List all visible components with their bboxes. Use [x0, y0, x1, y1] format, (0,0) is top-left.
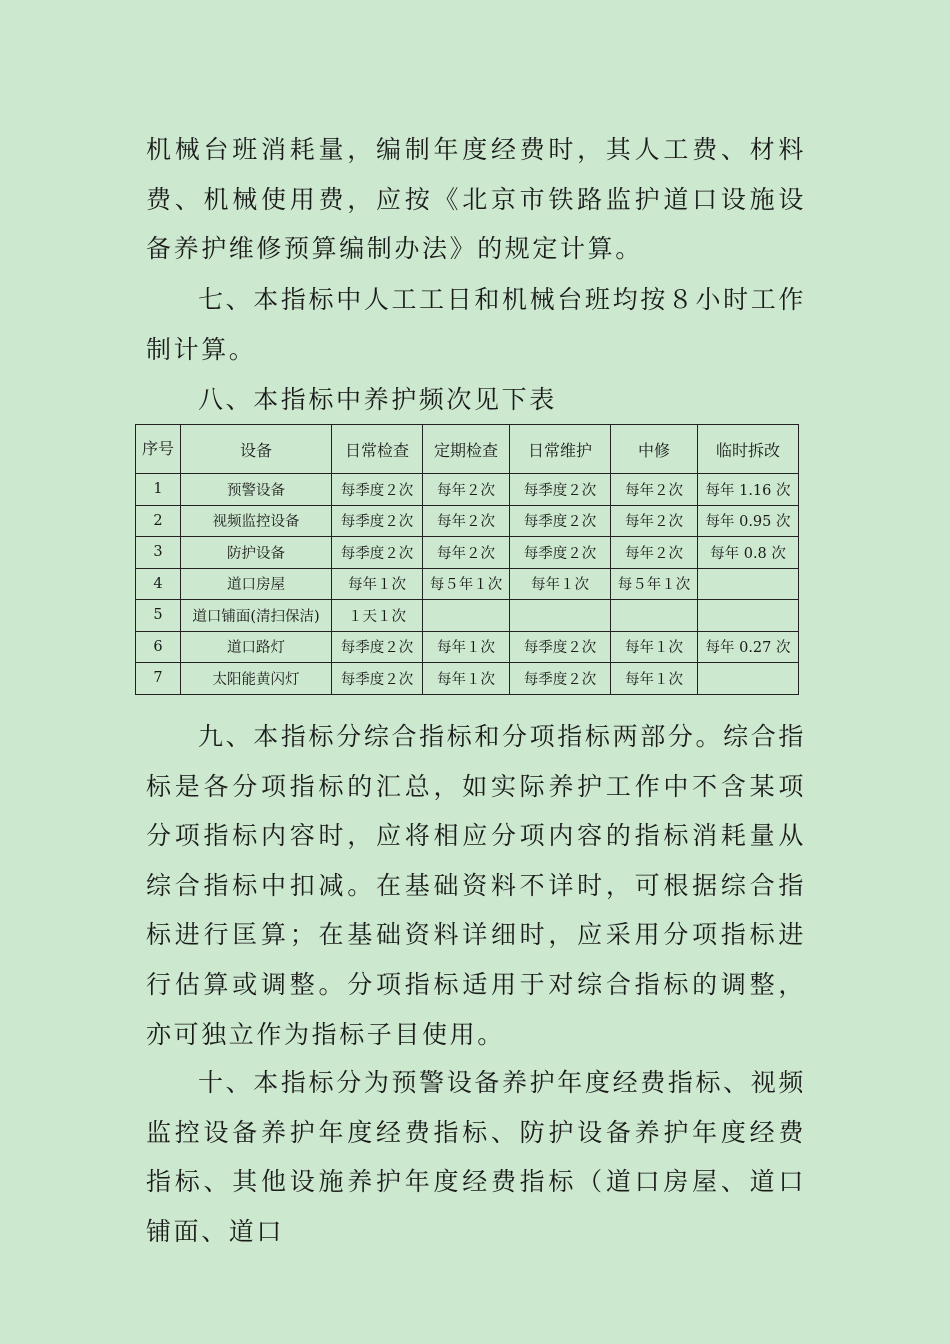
table-cell: 每年１次 [510, 568, 611, 600]
table-cell: 道口铺面(清扫保洁) [181, 600, 332, 632]
table-row [136, 631, 799, 663]
table-cell: 每季度２次 [510, 474, 611, 506]
table-cell: 1 [136, 474, 181, 506]
paragraph-budget-calculation: 机械台班消耗量，编制年度经费时，其人工费、材料费、机械使用费，应按《北京市铁路监护道口设施设备养护维修预算编制办法》的规定计算。 [146, 135, 806, 264]
header-cell: 临时拆改 [698, 425, 799, 474]
header-cell: 日常检查 [332, 425, 423, 474]
table-cell: 2 [136, 505, 181, 537]
table-cell: 4 [136, 568, 181, 600]
table-cell: 每年２次 [611, 505, 698, 537]
table-cell: 每年２次 [423, 505, 510, 537]
table-cell: 每季度２次 [332, 663, 423, 695]
table-cell: 每季度２次 [332, 474, 423, 506]
table-cell: 每年２次 [611, 474, 698, 506]
table-cell: 每年１次 [423, 663, 510, 695]
table-row [136, 568, 799, 600]
paragraph-item-nine: 九、本指标分综合指标和分项指标两部分。综合指标是各分项指标的汇总，如实际养护工作中不含某项分项指标内容时，应将相应分项内容的指标消耗量从综合指标中扣减。在基础资料不详时，可根据综合指标进行匡算；在基础资料详细时，应采用分项指标进行估算或调整。分项指标适用于对综合指标的调整，亦可独立作为指标子目使用。 [146, 722, 806, 1049]
table-cell: 每季度２次 [510, 537, 611, 569]
table-cell: 道口房屋 [181, 568, 332, 600]
table-cell [698, 663, 799, 695]
table-row [136, 474, 799, 506]
table-cell: 太阳能黄闪灯 [181, 663, 332, 695]
table-cell: １天１次 [332, 600, 423, 632]
table-cell: 每年１次 [611, 663, 698, 695]
table-cell [611, 600, 698, 632]
maintenance-frequency-table [135, 424, 799, 695]
table-cell: 每年１次 [611, 631, 698, 663]
table-cell [510, 600, 611, 632]
paragraph-item-ten: 十、本指标分为预警设备养护年度经费指标、视频监控设备养护年度经费指标、防护设备养护年度经费指标、其他设施养护年度经费指标（道口房屋、道口铺面、道口 [146, 1068, 806, 1246]
header-cell: 日常维护 [510, 425, 611, 474]
table-cell: 每季度２次 [510, 505, 611, 537]
table-cell [698, 600, 799, 632]
header-cell: 序号 [136, 425, 181, 474]
header-cell: 定期检查 [423, 425, 510, 474]
table-cell: 每年２次 [423, 537, 510, 569]
paragraph-item-seven: 七、本指标中人工工日和机械台班均按８小时工作制计算。 [146, 285, 806, 364]
table-cell: 每季度２次 [510, 631, 611, 663]
table-cell: 每５年１次 [423, 568, 510, 600]
paragraph-item-eight: 八、本指标中养护频次见下表 [198, 385, 557, 414]
header-cell: 设备 [181, 425, 332, 474]
table-cell: 每５年１次 [611, 568, 698, 600]
table-header-row [136, 425, 799, 474]
table-cell: 每年 1.16 次 [698, 474, 799, 506]
table-cell: 每季度２次 [510, 663, 611, 695]
table-cell: 视频监控设备 [181, 505, 332, 537]
table-cell: 防护设备 [181, 537, 332, 569]
table-row [136, 663, 799, 695]
table-cell: 每季度２次 [332, 537, 423, 569]
table-cell: 每年 0.8 次 [698, 537, 799, 569]
table-cell: 道口路灯 [181, 631, 332, 663]
table-cell: 每年 0.95 次 [698, 505, 799, 537]
table-cell: 每季度２次 [332, 505, 423, 537]
table-row [136, 537, 799, 569]
header-cell: 中修 [611, 425, 698, 474]
table-cell: 6 [136, 631, 181, 663]
table-cell: 每年１次 [332, 568, 423, 600]
table-cell: 5 [136, 600, 181, 632]
table-cell: 每季度２次 [332, 631, 423, 663]
table-cell: 每年１次 [423, 631, 510, 663]
table-cell: 7 [136, 663, 181, 695]
table-row [136, 505, 799, 537]
table-cell [423, 600, 510, 632]
table-cell: 每年２次 [423, 474, 510, 506]
table-cell: 3 [136, 537, 181, 569]
table-cell [698, 568, 799, 600]
table-cell: 每年 0.27 次 [698, 631, 799, 663]
table-row [136, 600, 799, 632]
table-cell: 预警设备 [181, 474, 332, 506]
table-cell: 每年２次 [611, 537, 698, 569]
